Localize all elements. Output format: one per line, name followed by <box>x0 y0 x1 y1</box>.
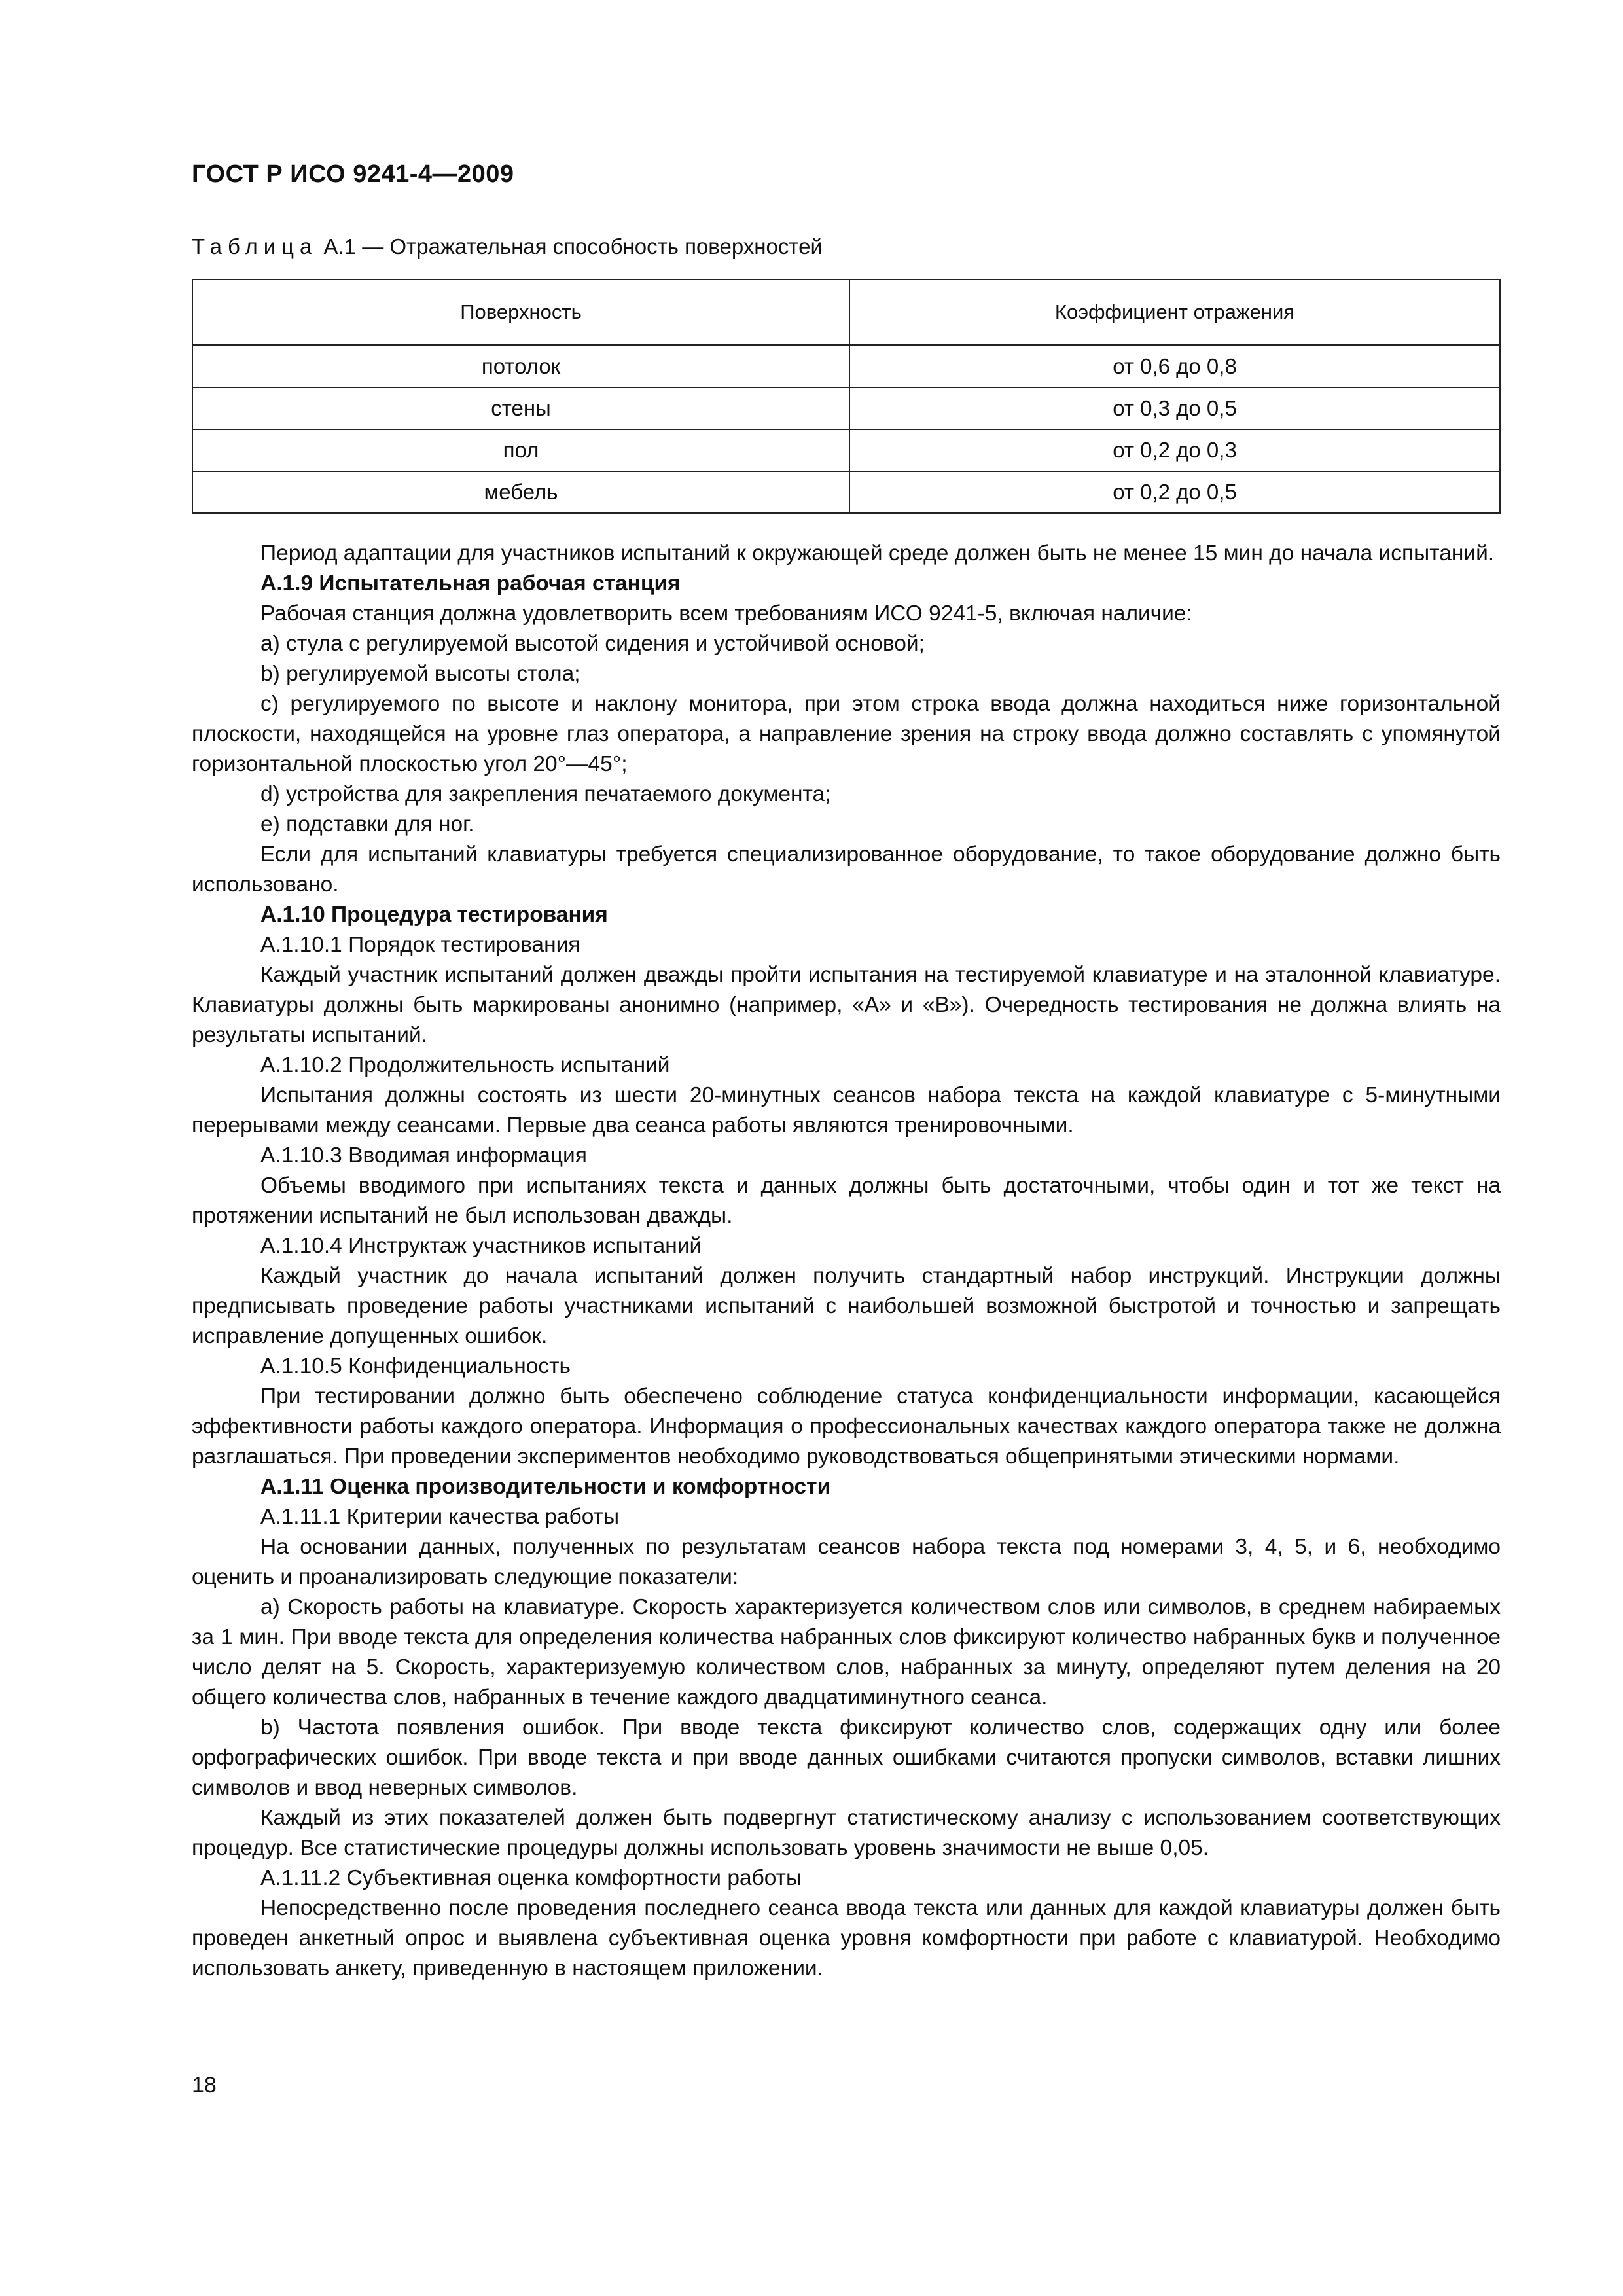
reflectance-table <box>192 279 1501 514</box>
table-cell-coefficient: от 0,3 до 0,5 <box>849 387 1500 429</box>
paragraph: На основании данных, полученных по результатам сеансов набора текста под номерами 3, 4, 5, и 6, необходимо оценить и проанализировать следующие показатели: <box>192 1535 1501 1589</box>
column-header-surface: Поверхность <box>192 279 849 346</box>
list-item: e) подставки для ног. <box>260 812 474 836</box>
paragraph: Объемы вводимого при испытаниях текста и данных должны быть достаточными, чтобы один и тот же текст на протяжении испытаний не был использован дважды. <box>192 1174 1501 1228</box>
list-item: b) Частота появления ошибок. При вводе текста фиксируют количество слов, содержащих одну или более орфографических ошибок. При вводе текста и при вводе данных ошибками считаются пропуски символов, вставки лишних символов и ввод неверных символов. <box>192 1715 1501 1800</box>
section-heading: А.1.9 Испытательная рабочая станция <box>260 571 681 596</box>
section-heading: А.1.11 Оценка производительности и комфортности <box>260 1475 831 1499</box>
table-row <box>192 346 1500 388</box>
table-header-row <box>192 279 1500 346</box>
paragraph: При тестировании должно быть обеспечено соблюдение статуса конфиденциальности информации, касающейся эффективности работы каждого оператора. Информация о профессиональных качествах каждого оператора также не должна разглашаться. При проведении экспериментов необходимо руководствоваться общепринятыми этическими нормами. <box>192 1384 1501 1469</box>
table-cell-surface: пол <box>192 429 849 471</box>
table-cell-surface: стены <box>192 387 849 429</box>
subsection-heading: А.1.10.1 Порядок тестирования <box>260 933 580 957</box>
table-caption <box>192 234 1494 259</box>
table-row <box>192 387 1500 429</box>
list-item: b) регулируемой высоты стола; <box>260 662 580 686</box>
document-page <box>192 160 1501 1984</box>
page-number: 18 <box>192 2073 217 2098</box>
document-header: ГОСТ Р ИСО 9241-4—2009 <box>192 160 514 188</box>
table-cell-surface: потолок <box>192 346 849 388</box>
table-caption-prefix: Таблица <box>192 234 318 259</box>
subsection-heading: А.1.10.4 Инструктаж участников испытаний <box>260 1234 702 1258</box>
subsection-heading: А.1.10.2 Продолжительность испытаний <box>260 1053 670 1077</box>
paragraph: Каждый из этих показателей должен быть подвергнут статистическому анализу с использованием соответствующих процедур. Все статистические процедуры должны использовать уровень значимости не выше 0,05. <box>192 1806 1501 1860</box>
subsection-heading: А.1.11.1 Критерии качества работы <box>260 1505 620 1529</box>
list-item: a) стула с регулируемой высотой сидения и устойчивой основой; <box>260 632 925 656</box>
paragraph: Каждый участник до начала испытаний должен получить стандартный набор инструкций. Инструкции должны предписывать проведение работы участниками испытаний с наибольшей возможной быстротой и точностью и запрещать исправление допущенных ошибок. <box>192 1264 1501 1348</box>
list-item: a) Скорость работы на клавиатуре. Скорость характеризуется количеством слов или символов, в среднем набираемых за 1 мин. При вводе текста для определения количества набранных слов фиксируют количество набранных букв и полученное число делят на 5. Скорость, характеризуемую количеством слов, набранных за минуту, определяют путем деления на 20 общего количества слов, набранных в течение каждого двадцатиминутного сеанса. <box>192 1595 1501 1710</box>
subsection-heading: А.1.10.5 Конфиденциальность <box>260 1354 571 1378</box>
table-cell-surface: мебель <box>192 471 849 513</box>
table-cell-coefficient: от 0,2 до 0,5 <box>849 471 1500 513</box>
subsection-heading: А.1.11.2 Субъективная оценка комфортности работы <box>260 1866 802 1890</box>
list-item: c) регулируемого по высоте и наклону монитора, при этом строка ввода должна находиться ниже горизонтальной плоскости, находящейся на уровне глаз оператора, а направление зрения на строку ввода должно составлять с упомянутой горизонтальной плоскостью угол 20°—45°; <box>192 692 1501 776</box>
column-header-coefficient: Коэффициент отражения <box>849 279 1500 346</box>
list-item: d) устройства для закрепления печатаемого документа; <box>260 782 831 806</box>
table-row <box>192 471 1500 513</box>
paragraph: Период адаптации для участников испытаний к окружающей среде должен быть не менее 15 мин до начала испытаний. <box>260 541 1495 565</box>
paragraph: Непосредственно после проведения последнего сеанса ввода текста или данных для каждой клавиатуры должен быть проведен анкетный опрос и выявлена субъективная оценка уровня комфортности при работе с клавиатурой. Необходимо использовать анкету, приведенную в настоящем приложении. <box>192 1896 1501 1981</box>
table-caption-title: А.1 — Отражательная способность поверхностей <box>317 234 823 259</box>
paragraph: Если для испытаний клавиатуры требуется специализированное оборудование, то такое оборудование должно быть использовано. <box>192 842 1501 897</box>
subsection-heading: А.1.10.3 Вводимая информация <box>260 1143 587 1168</box>
paragraph: Испытания должны состоять из шести 20-минутных сеансов набора текста на каждой клавиатуре с 5-минутными перерывами между сеансами. Первые два сеанса работы являются тренировочными. <box>192 1083 1501 1138</box>
table-cell-coefficient: от 0,6 до 0,8 <box>849 346 1500 388</box>
table-cell-coefficient: от 0,2 до 0,3 <box>849 429 1500 471</box>
table-row <box>192 429 1500 471</box>
section-heading: А.1.10 Процедура тестирования <box>260 903 608 927</box>
document-body <box>192 539 1501 1984</box>
paragraph: Рабочая станция должна удовлетворить всем требованиям ИСО 9241-5, включая наличие: <box>260 601 1192 626</box>
paragraph: Каждый участник испытаний должен дважды пройти испытания на тестируемой клавиатуре и на эталонной клавиатуре. Клавиатуры должны быть маркированы анонимно (например, «А» и «В»). Очередность тестирования не должна влиять на результаты испытаний. <box>192 963 1501 1047</box>
